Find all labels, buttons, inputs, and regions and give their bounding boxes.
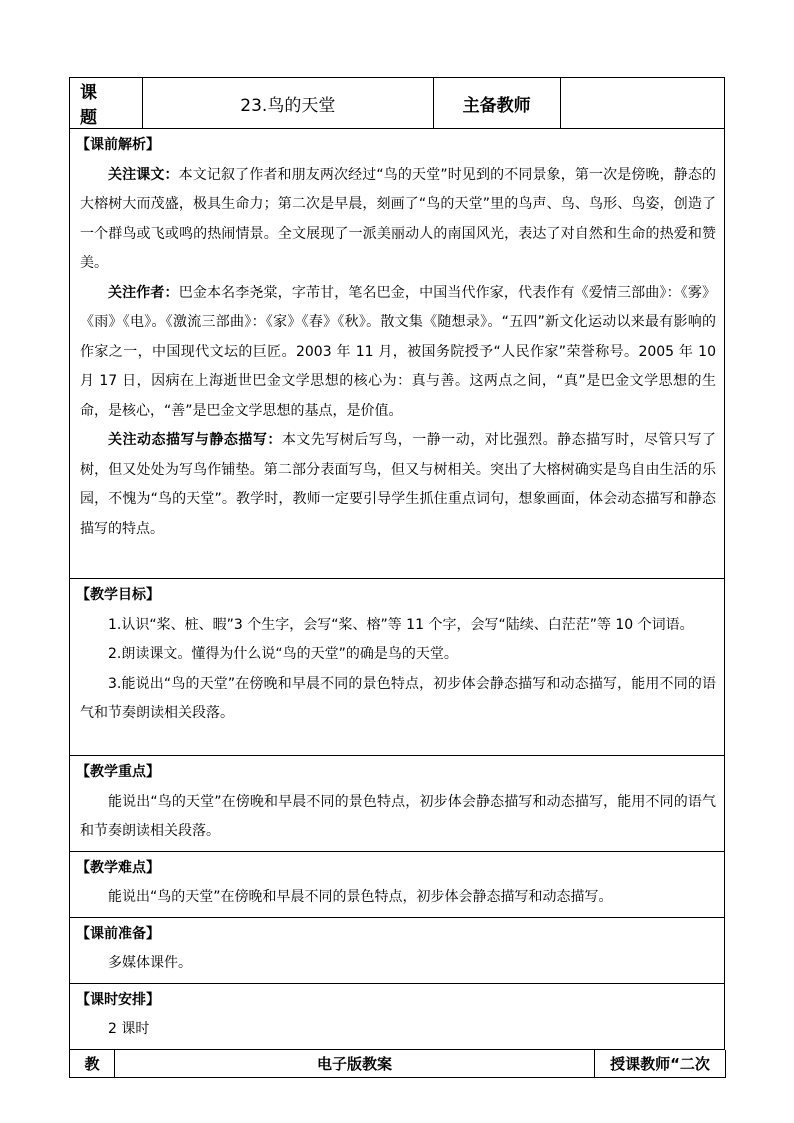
key-points-title: 【教学重点】 <box>76 764 160 780</box>
topic-label: 课 题 <box>70 78 143 129</box>
footer-table <box>69 1050 726 1078</box>
lesson-title: 23.鸟的天堂 <box>143 78 433 129</box>
preparation-section <box>70 917 725 983</box>
preparation-text: 多媒体课件。 <box>108 955 192 971</box>
analysis-lead-text: 关注课文： <box>108 166 179 183</box>
analysis-title: 【课前解析】 <box>76 137 160 153</box>
footer-right-text: 授课教师“二次 <box>595 1050 726 1078</box>
goals-title: 【教学目标】 <box>76 587 160 603</box>
analysis-paragraph-description <box>80 426 716 544</box>
difficulties-title: 【教学难点】 <box>76 859 160 876</box>
goal-item: 2.朗读课文。懂得为什么说“鸟的天堂”的确是鸟的天堂。 <box>108 646 458 662</box>
footer-label: 教 <box>70 1050 115 1078</box>
key-points-section <box>70 756 725 852</box>
difficulties-text: 能说出“鸟的天堂”在傍晚和早晨不同的景色特点，初步体会静态描写和动态描写。 <box>108 889 613 905</box>
schedule-title: 【课时安排】 <box>76 991 160 1008</box>
analysis-lead-author: 关注作者： <box>108 284 179 301</box>
schedule-section <box>70 983 725 1049</box>
analysis-section <box>70 129 725 579</box>
analysis-body-description: 本文先写树后写鸟，一静一动，对比强烈。静态描写时，尽管只写了树，但又处处为写鸟作铺垫。第二部分表面写鸟，但又与树相关。突出了大榕树确实是鸟自由生活的乐园，不愧为“鸟的天堂”。教学时，教师一定要引导学生抓住重点词句，想象画面，体会动态描写和静态描写的特点。 <box>80 432 717 537</box>
goal-item: 1.认识“桨、桩、暇”3 个生字，会写“桨、榕”等 11 个字，会写“陆续、白茫茫”等 10 个词语。 <box>108 616 694 633</box>
footer-row <box>70 1050 726 1078</box>
main-teacher-label: 主备教师 <box>433 78 560 129</box>
preparation-title: 【课前准备】 <box>76 925 160 942</box>
analysis-paragraph-text <box>80 161 716 279</box>
analysis-paragraph-author <box>80 279 716 427</box>
schedule-text: 2 课时 <box>108 1021 150 1037</box>
lesson-plan-table <box>69 77 725 1050</box>
goals-section <box>70 579 725 756</box>
difficulties-section <box>70 851 725 917</box>
main-teacher-value <box>560 78 724 129</box>
key-points-text: 能说出“鸟的天堂”在傍晚和早晨不同的景色特点，初步体会静态描写和动态描写，能用不同的语气和节奏朗读相关段落。 <box>80 793 716 839</box>
analysis-lead-description: 关注动态描写与静态描写： <box>108 432 282 448</box>
analysis-body-text: 本文记叙了作者和朋友两次经过“鸟的天堂”时见到的不同景象，第一次是傍晚，静态的大榕树大而茂盛，极具生命力；第二次是早晨，刻画了“鸟的天堂”里的鸟声、鸟、鸟形、鸟姿，创造了一个群鸟或飞或鸣的热闹情景。全文展现了一派美丽动人的南国风光，表达了对自然和生命的热爱和赞美。 <box>80 166 716 271</box>
header-row <box>70 78 725 129</box>
analysis-body-author: 巴金本名李尧棠，字芾甘，笔名巴金，中国当代作家，代表作有《爱情三部曲》：《雾》《雨》《电》。《激流三部曲》：《家》《春》《秋》。散文集《随想录》。“五四”新文化运动以来最有影响的作家之一，中国现代文坛的巨匠。2003 年 11 月，被国务院授予“人民作家”荣誉称号。2005 年 10 月 17 日，因病在上海逝世巴金文学思想的核心为：真与善。这两点之间，“真”是巴金文学思想的生命，是核心，“善”是巴金文学思想的基点，是价值。 <box>80 284 717 419</box>
lesson-plan-page <box>69 77 725 1078</box>
goal-item: 3.能说出“鸟的天堂”在傍晚和早晨不同的景色特点，初步体会静态描写和动态描写，能用不同的语气和节奏朗读相关段落。 <box>80 675 716 721</box>
footer-title: 电子版教案 <box>115 1050 595 1078</box>
